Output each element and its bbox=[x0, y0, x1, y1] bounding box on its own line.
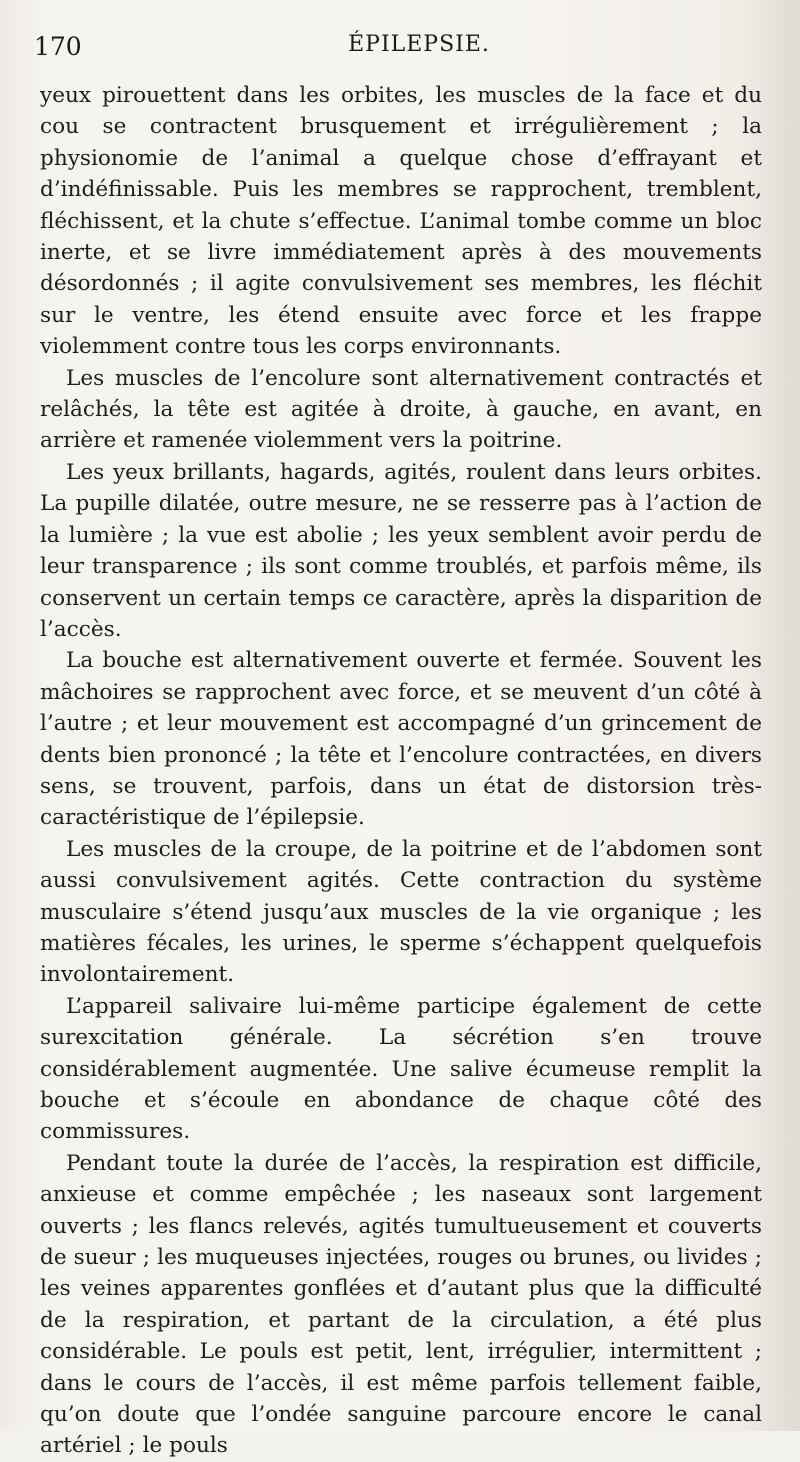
page-header bbox=[34, 28, 774, 68]
paragraph: La bouche est alternativement ouverte et fermée. Souvent les mâchoires se rapprochent avec force, et se meuvent d’un côté à l’autre ; et leur mouvement est accompagné d’un grincement de dents bien prononcé ; la tête et l’encolure contractées, en divers sens, se trouvent, parfois, dans un état de distorsion très-caractéristique de l’épilepsie. bbox=[40, 648, 762, 831]
body-text bbox=[40, 80, 762, 1462]
page-number: 170 bbox=[34, 32, 82, 61]
paragraph: Les muscles de l’encolure sont alternativement contractés et relâchés, la tête est agitée à droite, à gauche, en avant, en arrière et ramenée violemment vers la poitrine. bbox=[40, 365, 762, 454]
running-title: ÉPILEPSIE. bbox=[348, 32, 490, 57]
paragraph: Les muscles de la croupe, de la poitrine et de l’abdomen sont aussi convulsivement agités. Cette contraction du système musculaire s’étend jusqu’aux muscles de la vie organique ; les matières fécales, les urines, le sperme s’échappent quelquefois involontairement. bbox=[40, 836, 762, 988]
paragraph: yeux pirouettent dans les orbites, les muscles de la face et du cou se contractent brusquement et irrégulièrement ; la physionomie de l’animal a quelque chose d’effrayant et d’indéfinissable. Puis les membres se rapprochent, tremblent, fléchissent, et la chute s’effectue. L’animal tombe comme un bloc inerte, et se livre immédiatement après à des mouvements désordonnés ; il agite convulsivement ses membres, les fléchit sur le ventre, les étend ensuite avec force et les frappe violemment contre tous les corps environnants. bbox=[40, 83, 762, 360]
paragraph: Les yeux brillants, hagards, agités, roulent dans leurs orbites. La pupille dilatée, outre mesure, ne se resserre pas à l’action de la lumière ; la vue est abolie ; les yeux semblent avoir perdu de leur transparence ; ils sont comme troublés, et parfois même, ils conservent un certain temps ce caractère, après la disparition de l’accès. bbox=[40, 459, 762, 642]
paragraph: Pendant toute la durée de l’accès, la respiration est difficile, anxieuse et comme empêchée ; les naseaux sont largement ouverts ; les flancs relevés, agités tumultueusement et couverts de sueur ; les muqueuses injectées, rouges ou brunes, ou livides ; les veines apparentes gonflées et d’autant plus que la difficulté de la respiration, et partant de la circulation, a été plus considérable. Le pouls est petit, lent, irrégulier, intermittent ; dans le cours de l’accès, il est même parfois tellement faible, qu’on doute que l’ondée sanguine parcoure encore le canal artériel ; le pouls bbox=[40, 1150, 762, 1459]
paragraph: L’appareil salivaire lui-même participe également de cette surexcitation générale. La sécrétion s’en trouve considérablement augmentée. Une salive écumeuse remplit la bouche et s’écoule en abondance de chaque côté des commissures. bbox=[40, 993, 762, 1145]
